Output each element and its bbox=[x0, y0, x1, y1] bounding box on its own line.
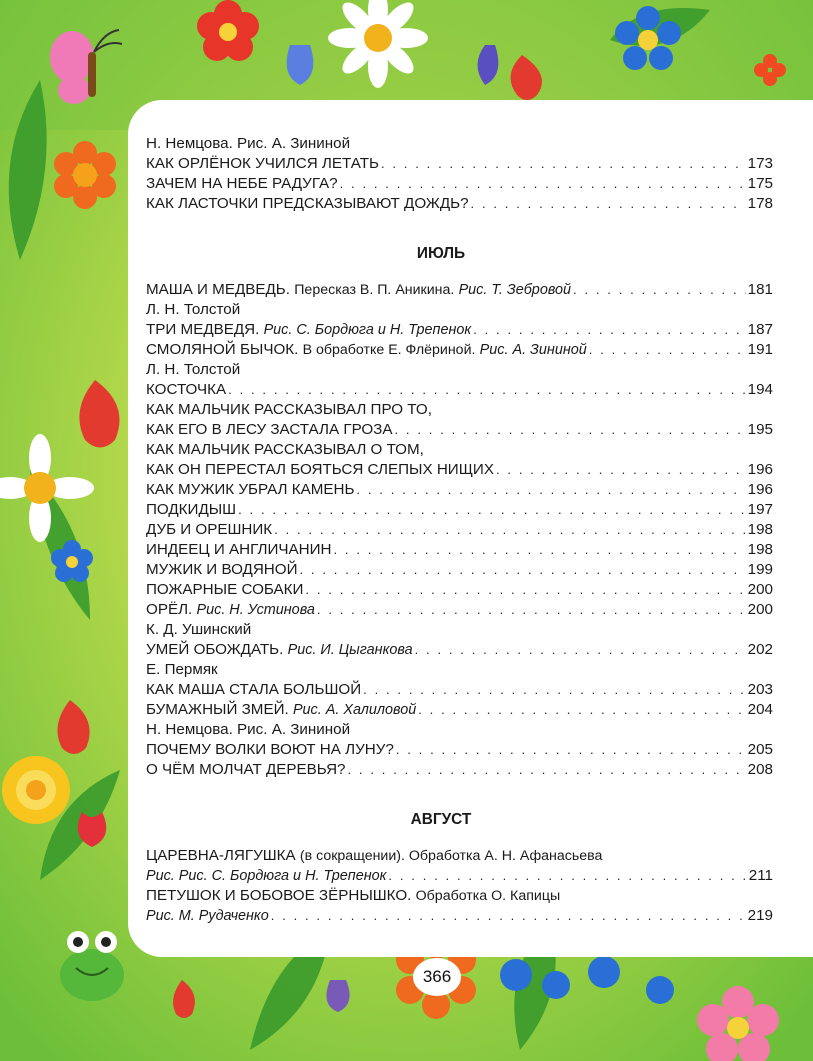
toc-page-number: 196 bbox=[747, 461, 773, 478]
toc-entry[interactable] bbox=[146, 540, 773, 560]
toc-entry-text bbox=[146, 174, 338, 194]
toc-page-number: 196 bbox=[747, 481, 773, 498]
toc-entry-text bbox=[146, 420, 392, 440]
toc-entry[interactable] bbox=[146, 320, 773, 340]
dot-leader bbox=[300, 560, 746, 580]
toc-entry-text bbox=[146, 740, 394, 760]
dot-leader bbox=[473, 320, 745, 340]
toc-title: ОРЁЛ. bbox=[146, 601, 193, 618]
table-of-contents bbox=[146, 134, 773, 926]
illustrator-credit: Рис. И. Цыганкова bbox=[287, 642, 413, 658]
toc-title-line bbox=[146, 400, 773, 420]
toc-page-number: 200 bbox=[747, 601, 773, 618]
toc-entry-text bbox=[146, 480, 354, 500]
toc-page-number: 204 bbox=[747, 701, 773, 718]
toc-entry-text bbox=[146, 340, 587, 360]
toc-page-number: 194 bbox=[747, 381, 773, 398]
toc-entry[interactable] bbox=[146, 520, 773, 540]
toc-entry-text bbox=[146, 194, 469, 214]
toc-page-number: 191 bbox=[747, 341, 773, 358]
toc-entry[interactable] bbox=[146, 174, 773, 194]
toc-title: ПОЧЕМУ ВОЛКИ ВОЮТ НА ЛУНУ? bbox=[146, 741, 394, 758]
toc-page-number: 208 bbox=[747, 761, 773, 778]
toc-entry[interactable] bbox=[146, 460, 773, 480]
toc-entry-text bbox=[146, 500, 236, 520]
toc-entry-text bbox=[146, 866, 386, 886]
dot-leader bbox=[573, 280, 746, 300]
illustrator-credit: Рис. С. Бордюга и Н. Трепенок bbox=[263, 322, 472, 338]
toc-entry-text bbox=[146, 320, 471, 340]
toc-note: В обработке Е. Флёриной. bbox=[302, 342, 476, 358]
section-heading: ИЮЛЬ bbox=[416, 245, 466, 262]
toc-entry-text bbox=[146, 760, 346, 780]
toc-entry-text bbox=[146, 640, 413, 660]
toc-title: КАК ЛАСТОЧКИ ПРЕДСКАЗЫВАЮТ ДОЖДЬ? bbox=[146, 195, 469, 212]
toc-entry-text bbox=[146, 906, 269, 926]
toc-title: БУМАЖНЫЙ ЗМЕЙ. bbox=[146, 701, 289, 718]
toc-title: СМОЛЯНОЙ БЫЧОК. bbox=[146, 341, 299, 358]
toc-title: ПЕТУШОК И БОБОВОЕ ЗЁРНЫШКО. bbox=[146, 887, 412, 904]
illustrator-credit: Рис. А. Зининой bbox=[479, 342, 587, 358]
dot-leader bbox=[388, 866, 746, 886]
dot-leader bbox=[333, 540, 745, 560]
toc-entry[interactable] bbox=[146, 480, 773, 500]
author-name: Н. Немцова. bbox=[146, 721, 233, 738]
illustrator-credit: Рис. А. Зининой bbox=[237, 135, 351, 152]
toc-entry[interactable] bbox=[146, 580, 773, 600]
dot-leader bbox=[228, 380, 746, 400]
toc-title: ИНДЕЕЦ И АНГЛИЧАНИН bbox=[146, 541, 332, 558]
toc-title: КАК МАЛЬЧИК РАССКАЗЫВАЛ О ТОМ, bbox=[146, 441, 424, 458]
author-line bbox=[146, 134, 773, 154]
author-name: Н. Немцова. bbox=[146, 135, 233, 152]
toc-entry[interactable] bbox=[146, 154, 773, 174]
toc-entry[interactable] bbox=[146, 640, 773, 660]
toc-page-number: 178 bbox=[747, 195, 773, 212]
toc-entry[interactable] bbox=[146, 340, 773, 360]
toc-entry-text bbox=[146, 600, 315, 620]
toc-title: КАК МАША СТАЛА БОЛЬШОЙ bbox=[146, 681, 362, 698]
author-line bbox=[146, 720, 773, 740]
toc-title: О ЧЁМ МОЛЧАТ ДЕРЕВЬЯ? bbox=[146, 761, 346, 778]
author-line bbox=[146, 300, 773, 320]
dot-leader bbox=[363, 680, 746, 700]
toc-page-number: 197 bbox=[747, 501, 773, 518]
toc-title: ЗАЧЕМ НА НЕБЕ РАДУГА? bbox=[146, 175, 338, 192]
dot-leader bbox=[274, 520, 746, 540]
toc-entry[interactable] bbox=[146, 680, 773, 700]
toc-entry-text bbox=[146, 580, 303, 600]
author-name: К. Д. Ушинский bbox=[146, 621, 252, 638]
toc-page-number: 195 bbox=[747, 421, 773, 438]
illustrator-credit: Рис. А. Зининой bbox=[237, 721, 351, 738]
toc-entry[interactable] bbox=[146, 420, 773, 440]
author-name: Л. Н. Толстой bbox=[146, 361, 241, 378]
dot-leader bbox=[394, 420, 745, 440]
toc-page-number: 205 bbox=[747, 741, 773, 758]
toc-entry[interactable] bbox=[146, 700, 773, 720]
illustrator-credit: Рис. А. Халиловой bbox=[292, 702, 417, 718]
toc-page-number: 203 bbox=[747, 681, 773, 698]
toc-entry-text bbox=[146, 680, 361, 700]
dot-leader bbox=[496, 460, 746, 480]
author-name: Е. Пермяк bbox=[146, 661, 218, 678]
author-line bbox=[146, 620, 773, 640]
toc-title: МУЖИК И ВОДЯНОЙ bbox=[146, 561, 298, 578]
toc-entry-text bbox=[146, 520, 272, 540]
dot-leader bbox=[356, 480, 745, 500]
toc-title: КОСТОЧКА bbox=[146, 381, 227, 398]
toc-entry[interactable] bbox=[146, 760, 773, 780]
toc-entry-text bbox=[146, 280, 571, 300]
dot-leader bbox=[381, 154, 746, 174]
toc-title: КАК ЕГО В ЛЕСУ ЗАСТАЛА ГРОЗА bbox=[146, 421, 393, 438]
dot-leader bbox=[589, 340, 746, 360]
toc-title-line bbox=[146, 846, 773, 866]
toc-entry-text bbox=[146, 460, 494, 480]
illustrator-credit: Рис. Н. Устинова bbox=[196, 602, 315, 618]
toc-title: УМЕЙ ОБОЖДАТЬ. bbox=[146, 641, 284, 658]
toc-title: ТРИ МЕДВЕДЯ. bbox=[146, 321, 260, 338]
illustrator-credit: Рис. Рис. С. Бордюга и Н. Трепенок bbox=[146, 868, 387, 884]
author-name: Л. Н. Толстой bbox=[146, 301, 241, 318]
toc-title: ДУБ И ОРЕШНИК bbox=[146, 521, 273, 538]
toc-note: (в сокращении). Обработка А. Н. Афанасьева bbox=[299, 848, 603, 864]
toc-entry[interactable] bbox=[146, 740, 773, 760]
dot-leader bbox=[418, 700, 745, 720]
toc-page-number: 181 bbox=[747, 281, 773, 298]
dot-leader bbox=[305, 580, 745, 600]
dot-leader bbox=[340, 174, 746, 194]
section-heading: АВГУСТ bbox=[410, 811, 472, 828]
toc-title: КАК МАЛЬЧИК РАССКАЗЫВАЛ ПРО ТО, bbox=[146, 401, 432, 418]
toc-page-number: 199 bbox=[747, 561, 773, 578]
author-line bbox=[146, 360, 773, 380]
page-number: 366 bbox=[413, 958, 461, 996]
illustrator-credit: Рис. М. Рудаченко bbox=[146, 908, 269, 924]
dot-leader bbox=[415, 640, 746, 660]
toc-title: ПОЖАРНЫЕ СОБАКИ bbox=[146, 581, 304, 598]
toc-entry[interactable] bbox=[146, 600, 773, 620]
toc-title-line bbox=[146, 440, 773, 460]
toc-title-line bbox=[146, 886, 773, 906]
toc-entry[interactable] bbox=[146, 866, 773, 886]
toc-page-number: 219 bbox=[747, 907, 773, 924]
author-line bbox=[146, 660, 773, 680]
toc-title: КАК ОН ПЕРЕСТАЛ БОЯТЬСЯ СЛЕПЫХ НИЩИХ bbox=[146, 461, 494, 478]
toc-entry[interactable] bbox=[146, 194, 773, 214]
dot-leader bbox=[271, 906, 746, 926]
dot-leader bbox=[348, 760, 746, 780]
toc-page-number: 198 bbox=[747, 541, 773, 558]
toc-page-number: 175 bbox=[747, 175, 773, 192]
toc-page-number: 211 bbox=[748, 867, 773, 884]
toc-page-number: 200 bbox=[747, 581, 773, 598]
toc-entry-text bbox=[146, 700, 416, 720]
toc-entry[interactable] bbox=[146, 280, 773, 300]
toc-entry-text bbox=[146, 540, 331, 560]
toc-entry-text bbox=[146, 560, 298, 580]
toc-title: КАК МУЖИК УБРАЛ КАМЕНЬ bbox=[146, 481, 355, 498]
dot-leader bbox=[238, 500, 746, 520]
toc-page-number: 187 bbox=[747, 321, 773, 338]
toc-title: МАША И МЕДВЕДЬ. bbox=[146, 281, 290, 298]
toc-entry[interactable] bbox=[146, 560, 773, 580]
toc-entry[interactable] bbox=[146, 500, 773, 520]
yellow-flower bbox=[2, 756, 70, 824]
dot-leader bbox=[396, 740, 746, 760]
toc-page-number: 202 bbox=[747, 641, 773, 658]
toc-note: Обработка О. Капицы bbox=[415, 888, 561, 904]
toc-entry-text bbox=[146, 380, 226, 400]
dot-leader bbox=[317, 600, 746, 620]
toc-entry[interactable] bbox=[146, 380, 773, 400]
toc-title: ЦАРЕВНА-ЛЯГУШКА bbox=[146, 847, 296, 864]
toc-entry[interactable] bbox=[146, 906, 773, 926]
toc-entry-text bbox=[146, 154, 379, 174]
toc-title: ПОДКИДЫШ bbox=[146, 501, 237, 518]
toc-page-number: 173 bbox=[747, 155, 773, 172]
illustrator-credit: Рис. Т. Зебровой bbox=[458, 282, 572, 298]
toc-note: Пересказ В. П. Аникина. bbox=[294, 282, 455, 298]
dot-leader bbox=[471, 194, 746, 214]
toc-title: КАК ОРЛЁНОК УЧИЛСЯ ЛЕТАТЬ bbox=[146, 155, 379, 172]
toc-page-number: 198 bbox=[747, 521, 773, 538]
